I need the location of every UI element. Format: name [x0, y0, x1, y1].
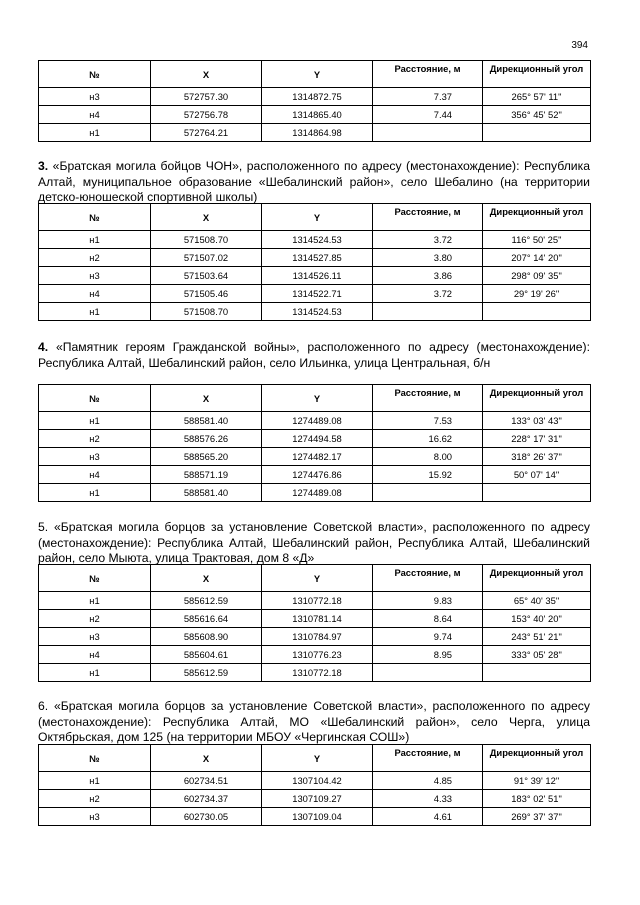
section-number: 3.	[38, 159, 49, 173]
x-coordinate-cell: 588565.20	[151, 448, 262, 466]
distance-cell: 9.74	[373, 628, 483, 646]
table-row	[39, 124, 591, 142]
y-coordinate-cell: 1274476.86	[262, 466, 373, 484]
table-row	[39, 646, 591, 664]
x-coordinate-cell: 585608.90	[151, 628, 262, 646]
table-row	[39, 106, 591, 124]
section-6-description	[38, 699, 590, 746]
point-id-cell: н2	[39, 430, 151, 448]
col-header-x: X	[151, 61, 262, 88]
col-header-number: №	[39, 385, 151, 412]
angle-cell: 207° 14' 20"	[483, 249, 591, 267]
angle-cell	[483, 484, 591, 502]
section-number: 6.	[38, 699, 49, 713]
point-id-cell: н4	[39, 646, 151, 664]
col-header-distance: Расстояние, м	[373, 745, 483, 772]
col-header-x: X	[151, 745, 262, 772]
y-coordinate-cell: 1274494.58	[262, 430, 373, 448]
y-coordinate-cell: 1314522.71	[262, 285, 373, 303]
section-text: «Памятник героям Гражданской войны», расположенного по адресу (местонахождение): Республика Алтай, Шебалинский район, село Ильинка, улица Центральная, б/н	[38, 340, 590, 370]
col-header-number: №	[39, 745, 151, 772]
table-row	[39, 249, 591, 267]
y-coordinate-cell: 1314524.53	[262, 303, 373, 321]
y-coordinate-cell: 1314526.11	[262, 267, 373, 285]
coordinates-table	[38, 744, 591, 826]
angle-cell: 298° 09' 35"	[483, 267, 591, 285]
y-coordinate-cell: 1307109.27	[262, 790, 373, 808]
section-4-table-block	[38, 384, 590, 502]
y-coordinate-cell: 1314524.53	[262, 231, 373, 249]
distance-cell: 8.95	[373, 646, 483, 664]
col-header-distance: Расстояние, м	[373, 204, 483, 231]
table-row	[39, 790, 591, 808]
x-coordinate-cell: 572764.21	[151, 124, 262, 142]
angle-cell	[483, 124, 591, 142]
coordinates-table	[38, 203, 591, 321]
table-row	[39, 610, 591, 628]
y-coordinate-cell: 1307104.42	[262, 772, 373, 790]
y-coordinate-cell: 1310776.23	[262, 646, 373, 664]
x-coordinate-cell: 571503.64	[151, 267, 262, 285]
point-id-cell: н3	[39, 808, 151, 826]
table-row	[39, 448, 591, 466]
point-id-cell: н4	[39, 106, 151, 124]
col-header-angle: Дирекционный угол	[483, 204, 591, 231]
table-row	[39, 303, 591, 321]
y-coordinate-cell: 1310772.18	[262, 592, 373, 610]
point-id-cell: н3	[39, 267, 151, 285]
distance-cell: 4.61	[373, 808, 483, 826]
point-id-cell: н1	[39, 484, 151, 502]
x-coordinate-cell: 602730.05	[151, 808, 262, 826]
distance-cell: 4.85	[373, 772, 483, 790]
x-coordinate-cell: 572756.78	[151, 106, 262, 124]
section-4-description	[38, 340, 590, 371]
y-coordinate-cell: 1307109.04	[262, 808, 373, 826]
section-number: 4.	[38, 340, 49, 354]
distance-cell: 8.00	[373, 448, 483, 466]
angle-cell: 228° 17' 31"	[483, 430, 591, 448]
angle-cell: 333° 05' 28"	[483, 646, 591, 664]
col-header-x: X	[151, 565, 262, 592]
angle-cell: 29° 19' 26"	[483, 285, 591, 303]
table-row	[39, 466, 591, 484]
distance-cell: 7.37	[373, 88, 483, 106]
section-5-table-block	[38, 564, 590, 682]
table-row	[39, 88, 591, 106]
x-coordinate-cell: 588576.26	[151, 430, 262, 448]
angle-cell: 133° 03' 43"	[483, 412, 591, 430]
point-id-cell: н3	[39, 88, 151, 106]
coordinates-table	[38, 60, 591, 142]
col-header-number: №	[39, 565, 151, 592]
distance-cell	[373, 664, 483, 682]
distance-cell: 3.86	[373, 267, 483, 285]
point-id-cell: н1	[39, 592, 151, 610]
x-coordinate-cell: 588581.40	[151, 484, 262, 502]
table-row	[39, 484, 591, 502]
distance-cell: 16.62	[373, 430, 483, 448]
angle-cell: 183° 02' 51"	[483, 790, 591, 808]
col-header-y: Y	[262, 385, 373, 412]
col-header-y: Y	[262, 565, 373, 592]
col-header-x: X	[151, 204, 262, 231]
y-coordinate-cell: 1274489.08	[262, 412, 373, 430]
distance-cell	[373, 484, 483, 502]
x-coordinate-cell: 588571.19	[151, 466, 262, 484]
y-coordinate-cell: 1314865.40	[262, 106, 373, 124]
point-id-cell: н1	[39, 124, 151, 142]
section-3-description	[38, 159, 590, 206]
point-id-cell: н2	[39, 610, 151, 628]
angle-cell: 50° 07' 14"	[483, 466, 591, 484]
distance-cell	[373, 303, 483, 321]
col-header-y: Y	[262, 745, 373, 772]
angle-cell: 91° 39' 12"	[483, 772, 591, 790]
point-id-cell: н3	[39, 448, 151, 466]
col-header-number: №	[39, 61, 151, 88]
coordinates-table-continued	[38, 60, 590, 142]
point-id-cell: н1	[39, 772, 151, 790]
point-id-cell: н4	[39, 466, 151, 484]
table-row	[39, 285, 591, 303]
angle-cell: 116° 50' 25"	[483, 231, 591, 249]
point-id-cell: н1	[39, 664, 151, 682]
angle-cell: 265° 57' 11"	[483, 88, 591, 106]
section-text: «Братская могила бойцов ЧОН», расположенного по адресу (местонахождение): Республика Алтай, муниципальное образование «Шебалинский район», село Шебалино (на территории детско-юношеской спортивной школы)	[38, 159, 590, 204]
y-coordinate-cell: 1314527.85	[262, 249, 373, 267]
distance-cell: 4.33	[373, 790, 483, 808]
col-header-y: Y	[262, 204, 373, 231]
distance-cell: 3.72	[373, 231, 483, 249]
section-6-table-block	[38, 744, 590, 826]
y-coordinate-cell: 1314864.98	[262, 124, 373, 142]
distance-cell: 3.72	[373, 285, 483, 303]
col-header-angle: Дирекционный угол	[483, 385, 591, 412]
point-id-cell: н1	[39, 231, 151, 249]
distance-cell: 15.92	[373, 466, 483, 484]
section-5-description	[38, 520, 590, 567]
x-coordinate-cell: 588581.40	[151, 412, 262, 430]
x-coordinate-cell: 602734.37	[151, 790, 262, 808]
angle-cell: 65° 40' 35"	[483, 592, 591, 610]
angle-cell	[483, 303, 591, 321]
col-header-distance: Расстояние, м	[373, 61, 483, 88]
table-row	[39, 430, 591, 448]
angle-cell: 243° 51' 21"	[483, 628, 591, 646]
angle-cell: 269° 37' 37"	[483, 808, 591, 826]
col-header-number: №	[39, 204, 151, 231]
table-row	[39, 628, 591, 646]
angle-cell	[483, 664, 591, 682]
x-coordinate-cell: 585612.59	[151, 664, 262, 682]
section-text: «Братская могила борцов за установление Советской власти», расположенного по адресу (местонахождение): Республика Алтай, МО «Шебалинский район», село Черга, улица Октябрьская, дом 125 (на территории МБОУ «Чергинская СОШ»)	[38, 699, 590, 744]
table-row	[39, 772, 591, 790]
point-id-cell: н1	[39, 412, 151, 430]
x-coordinate-cell: 585616.64	[151, 610, 262, 628]
x-coordinate-cell: 585604.61	[151, 646, 262, 664]
col-header-angle: Дирекционный угол	[483, 745, 591, 772]
angle-cell: 318° 26' 37"	[483, 448, 591, 466]
x-coordinate-cell: 571507.02	[151, 249, 262, 267]
y-coordinate-cell: 1310784.97	[262, 628, 373, 646]
angle-cell: 356° 45' 52"	[483, 106, 591, 124]
section-3-table-block	[38, 203, 590, 321]
table-row	[39, 267, 591, 285]
page-number: 394	[571, 40, 588, 51]
col-header-angle: Дирекционный угол	[483, 565, 591, 592]
angle-cell: 153° 40' 20"	[483, 610, 591, 628]
table-row	[39, 808, 591, 826]
distance-cell: 3.80	[373, 249, 483, 267]
col-header-x: X	[151, 385, 262, 412]
x-coordinate-cell: 602734.51	[151, 772, 262, 790]
distance-cell	[373, 124, 483, 142]
x-coordinate-cell: 572757.30	[151, 88, 262, 106]
distance-cell: 7.44	[373, 106, 483, 124]
point-id-cell: н3	[39, 628, 151, 646]
point-id-cell: н4	[39, 285, 151, 303]
x-coordinate-cell: 571505.46	[151, 285, 262, 303]
coordinates-table	[38, 384, 591, 502]
y-coordinate-cell: 1310781.14	[262, 610, 373, 628]
y-coordinate-cell: 1274489.08	[262, 484, 373, 502]
col-header-distance: Расстояние, м	[373, 385, 483, 412]
x-coordinate-cell: 571508.70	[151, 231, 262, 249]
point-id-cell: н1	[39, 303, 151, 321]
distance-cell: 9.83	[373, 592, 483, 610]
y-coordinate-cell: 1310772.18	[262, 664, 373, 682]
x-coordinate-cell: 571508.70	[151, 303, 262, 321]
distance-cell: 8.64	[373, 610, 483, 628]
table-row	[39, 231, 591, 249]
section-number: 5.	[38, 520, 49, 534]
point-id-cell: н2	[39, 249, 151, 267]
x-coordinate-cell: 585612.59	[151, 592, 262, 610]
distance-cell: 7.53	[373, 412, 483, 430]
table-row	[39, 592, 591, 610]
y-coordinate-cell: 1314872.75	[262, 88, 373, 106]
point-id-cell: н2	[39, 790, 151, 808]
table-row	[39, 664, 591, 682]
col-header-angle: Дирекционный угол	[483, 61, 591, 88]
section-text: «Братская могила борцов за установление Советской власти», расположенного по адресу (местонахождение): Республика Алтай, Шебалинский район, Республика Алтай, Шебалинский район, село Мыюта, улица Трактовая, дом 8 «Д»	[38, 520, 590, 565]
col-header-y: Y	[262, 61, 373, 88]
col-header-distance: Расстояние, м	[373, 565, 483, 592]
table-row	[39, 412, 591, 430]
y-coordinate-cell: 1274482.17	[262, 448, 373, 466]
coordinates-table	[38, 564, 591, 682]
